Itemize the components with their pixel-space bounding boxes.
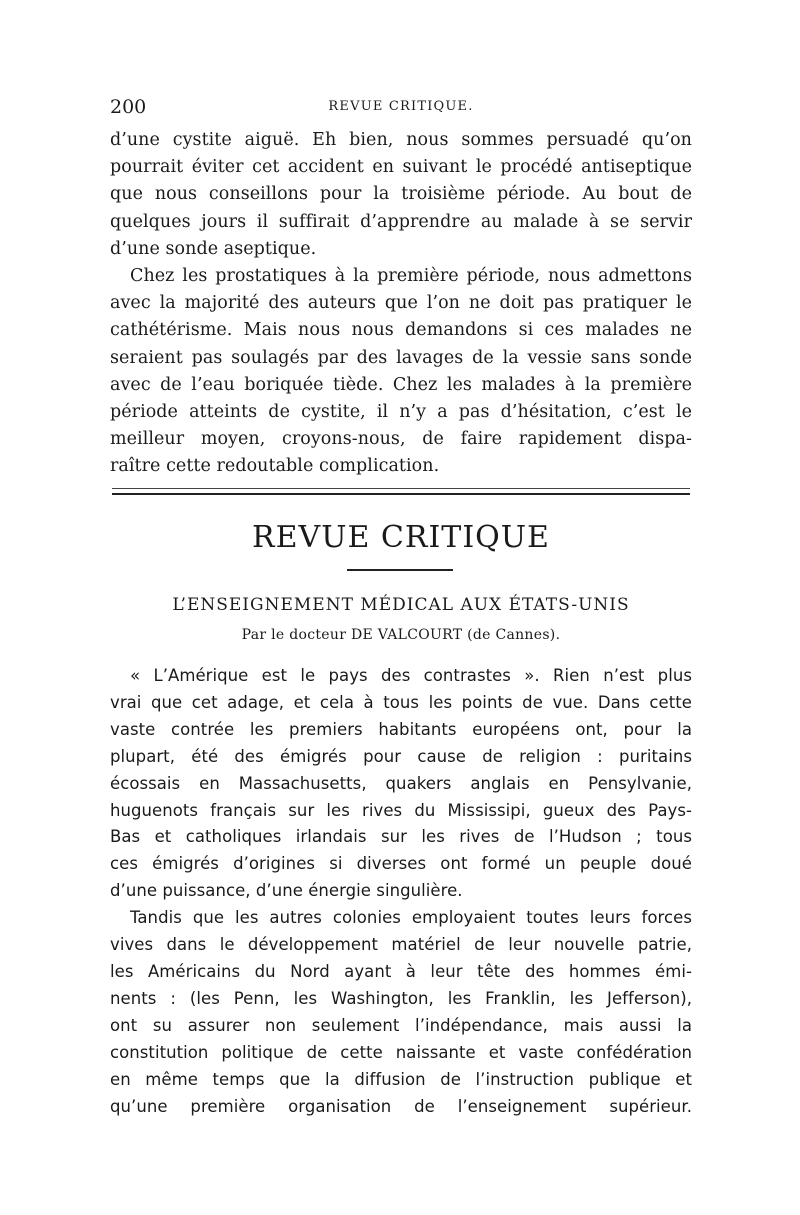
text-line: avec la majorité des auteurs que l’on ne doit pas pratiquer le xyxy=(110,293,692,314)
text-line: d’une sonde aseptique. xyxy=(110,238,317,259)
paragraph xyxy=(110,663,692,905)
text-line: plupart, été des émigrés pour cause de religion : puritains xyxy=(110,746,692,766)
text-line: vaste contrée les premiers habitants européens ont, pour la xyxy=(110,719,692,739)
text-line: d’une puissance, d’une énergie singulière. xyxy=(110,881,463,901)
text-line: raître cette redoutable complication. xyxy=(110,456,440,477)
text-line: les Américains du Nord ayant à leur tête des hommes émi- xyxy=(110,961,692,981)
text-line: « L’Amérique est le pays des contrastes ». Rien n’est plus xyxy=(130,666,692,685)
text-line: quelques jours il suffirait d’apprendre au malade à se servir xyxy=(110,211,692,232)
text-line: pourrait éviter cet accident en suivant le procédé antiseptique xyxy=(110,157,692,178)
text-line: vives dans le développement matériel de leur nouvelle patrie, xyxy=(110,935,692,955)
text-line: période atteints de cystite, il n’y a pas d’hésitation, c’est le xyxy=(110,402,692,423)
text-line: meilleur moyen, croyons-nous, de faire rapidement dispa- xyxy=(110,429,692,450)
section-title: REVUE CRITIQUE xyxy=(252,520,550,555)
text-line: vrai que cet adage, et cela à tous les points de vue. Dans cette xyxy=(110,692,692,712)
article-title: L’ENSEIGNEMENT MÉDICAL AUX ÉTATS-UNIS xyxy=(172,595,630,615)
section-divider xyxy=(112,488,690,495)
text-line: en même temps que la diffusion de l’instruction publique et xyxy=(110,1069,692,1089)
text-line: constitution politique de cette naissante et vaste confédération xyxy=(110,1042,692,1062)
text-line: qu’une première organisation de l’enseignement supérieur. xyxy=(110,1096,692,1116)
text-line: que nous conseillons pour la troisième période. Au bout de xyxy=(110,184,692,205)
text-line: seraient pas soulagés par des lavages de la vessie sans sonde xyxy=(110,347,692,368)
text-line: avec de l’eau boriquée tiède. Chez les malades à la première xyxy=(110,374,692,395)
paragraph xyxy=(110,905,692,1120)
continuation-text xyxy=(110,127,692,481)
running-head xyxy=(110,95,692,119)
article-body xyxy=(110,663,692,1120)
text-line: cathétérisme. Mais nous nous demandons si ces malades ne xyxy=(110,320,692,341)
article-byline: Par le docteur DE VALCOURT (de Cannes). xyxy=(241,627,561,643)
text-line: ont su assurer non seulement l’indépendance, mais aussi la xyxy=(110,1015,692,1035)
text-line: ces émigrés d’origines si diverses ont formé un peuple doué xyxy=(110,854,692,874)
text-line: huguenots français sur les rives du Mississipi, gueux des Pays- xyxy=(110,800,692,820)
title-underline xyxy=(347,569,453,571)
text-line: nents : (les Penn, les Washington, les Franklin, les Jefferson), xyxy=(110,988,692,1008)
page-number: 200 xyxy=(110,96,147,118)
text-line: écossais en Massachusetts, quakers anglais en Pensylvanie, xyxy=(110,773,692,793)
text-line: Bas et catholiques irlandais sur les rives de l’Hudson ; tous xyxy=(110,827,692,847)
text-line: Tandis que les autres colonies employaient toutes leurs forces xyxy=(130,908,692,928)
paragraph xyxy=(110,127,692,263)
text-line: Chez les prostatiques à la première période, nous admettons xyxy=(130,266,692,287)
paragraph xyxy=(110,263,692,481)
running-title: REVUE CRITIQUE. xyxy=(328,99,474,114)
text-line: d’une cystite aiguë. Eh bien, nous sommes persuadé qu’on xyxy=(110,130,692,150)
